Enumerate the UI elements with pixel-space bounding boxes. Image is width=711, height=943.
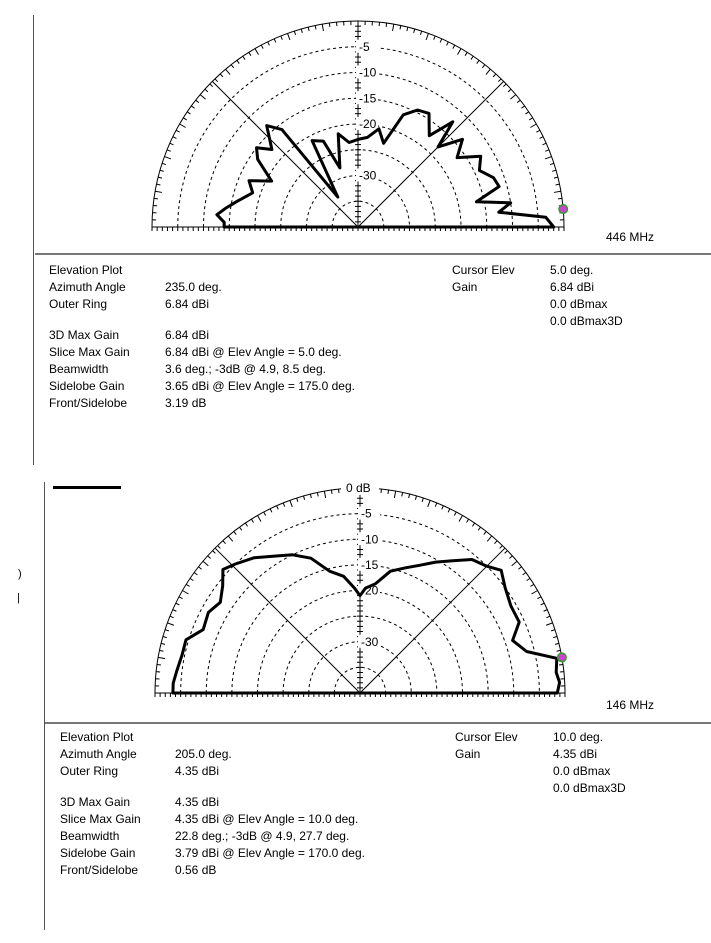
ring-tick — [472, 523, 474, 526]
ring-tick — [176, 130, 180, 132]
ring-tick — [544, 610, 548, 612]
ring-label: -5 — [361, 506, 372, 521]
ring-tick — [176, 603, 180, 605]
ring-tick — [167, 623, 174, 625]
ring-tick — [442, 506, 444, 510]
ring-tick — [551, 630, 555, 631]
ring-tick — [215, 79, 218, 82]
ring-label: -5 — [359, 39, 370, 54]
ring-tick — [393, 24, 394, 31]
front-sidelobe-label: Front/Sidelobe — [60, 863, 139, 877]
ring-tick — [223, 541, 226, 544]
ring-tick — [317, 492, 318, 496]
front-sidelobe-value: 0.56 dB — [175, 863, 217, 877]
beamwidth-label: Beamwidth — [60, 829, 120, 843]
ring-tick — [530, 124, 536, 128]
ring-tick — [527, 578, 530, 580]
ring-tick — [554, 177, 558, 178]
ring-tick — [160, 170, 164, 171]
ring-tick — [555, 643, 559, 644]
ring-tick — [552, 170, 556, 171]
ring-tick — [251, 519, 253, 522]
elevation-plot-title: Elevation Plot — [49, 263, 123, 277]
ring-tick — [402, 492, 403, 496]
elevation-panel-146 — [0, 470, 711, 943]
ring-tick — [388, 490, 389, 494]
beamwidth-label: Beamwidth — [49, 362, 109, 376]
ring-tick — [447, 42, 449, 46]
ring-tick — [159, 650, 163, 651]
azimuth-angle-label: Azimuth Angle — [60, 747, 137, 761]
azimuth-angle-label: Azimuth Angle — [49, 280, 126, 294]
ring-tick — [331, 490, 332, 494]
ring-tick — [290, 500, 292, 507]
grid-spoke — [212, 81, 358, 227]
stray-bar: | — [17, 592, 20, 604]
ring-tick — [162, 163, 166, 164]
ring-tick — [537, 597, 541, 599]
gain-value: 4.35 dBi — [553, 747, 598, 761]
ring-tick — [498, 79, 501, 82]
ring-tick — [453, 45, 455, 49]
ring-tick — [157, 184, 161, 185]
sidelobe-gain-label: Sidelobe Gain — [49, 379, 125, 393]
ring-tick — [208, 556, 211, 559]
ring-tick — [255, 49, 259, 55]
dbmax-value: 0.0 dBmax — [550, 297, 608, 311]
ring-tick — [301, 29, 302, 33]
ring-tick — [220, 74, 223, 77]
ring-tick — [428, 500, 430, 507]
cursor-elev-value: 5.0 deg. — [550, 263, 594, 277]
ring-tick — [400, 26, 401, 30]
sidelobe-gain-value: 3.79 dBi @ Elev Angle = 170.0 deg. — [175, 846, 365, 860]
cursor-dot — [558, 654, 565, 661]
ring-tick — [173, 137, 177, 139]
ring-tick — [554, 191, 561, 192]
ring-tick — [557, 650, 561, 651]
ring-tick — [245, 523, 247, 526]
ring-tick — [394, 491, 395, 498]
ring-tick — [182, 591, 188, 595]
ring-tick — [179, 597, 183, 599]
ring-tick — [315, 26, 316, 30]
ring-tick — [163, 636, 167, 637]
ring-tick — [164, 157, 171, 159]
ring-tick — [518, 567, 521, 569]
ring-tick — [158, 177, 162, 178]
ring-tick — [194, 573, 197, 575]
ring-tick — [510, 95, 515, 99]
ring-tick — [190, 578, 193, 580]
ring-tick — [270, 509, 272, 513]
gain-label: Gain — [455, 747, 481, 761]
ring-tick — [556, 184, 560, 185]
ring-tick — [500, 546, 503, 549]
ring-tick — [170, 143, 174, 145]
ring-tick — [155, 191, 162, 192]
max-gain-3d-value: 6.84 dBi — [165, 328, 210, 342]
ring-tick — [448, 509, 450, 513]
sidelobe-gain-value: 3.65 dBi @ Elev Angle = 175.0 deg. — [165, 379, 355, 393]
pattern-trace — [173, 555, 560, 693]
ring-tick — [487, 536, 491, 541]
grid-spoke — [360, 548, 505, 693]
polar-plot-146[interactable] — [0, 470, 711, 710]
ring-tick — [158, 657, 165, 658]
ring-tick — [493, 74, 496, 77]
cursor-dot — [560, 206, 567, 213]
plot-divider — [35, 253, 711, 255]
ring-tick — [154, 198, 158, 199]
outer-ring-value: 6.84 dBi — [165, 297, 210, 311]
cursor-elev-value: 10.0 deg. — [553, 730, 604, 744]
ring-tick — [288, 33, 290, 40]
ring-tick — [258, 515, 262, 521]
ring-tick — [422, 498, 423, 502]
beamwidth-value: 3.6 deg.; -3dB @ 4.9, 8.5 deg. — [165, 362, 326, 376]
ring-tick — [161, 643, 165, 644]
ring-label: -10 — [361, 532, 379, 547]
ring-label: -20 — [359, 117, 377, 131]
elevation-plot-title: Elevation Plot — [60, 730, 134, 744]
ring-tick — [420, 31, 421, 35]
ring-tick — [503, 84, 506, 87]
ring-tick — [529, 118, 532, 120]
beamwidth-value: 22.8 deg.; -3dB @ 4.9, 27.7 deg. — [175, 829, 350, 843]
ring-tick — [237, 60, 239, 63]
ring-tick — [525, 112, 528, 114]
ring-tick — [435, 503, 436, 507]
ring-tick — [324, 491, 325, 498]
ring-tick — [310, 494, 311, 498]
ring-tick — [434, 36, 435, 40]
ring-tick — [467, 519, 469, 522]
grid-spoke — [215, 548, 360, 693]
ring-tick — [458, 49, 462, 55]
ring-tick — [482, 65, 484, 68]
ring-tick — [281, 36, 282, 40]
ring-tick — [200, 95, 205, 99]
ring-tick — [545, 157, 552, 159]
ring-tick — [249, 52, 251, 55]
ring-tick — [187, 112, 190, 114]
ring-tick — [297, 498, 298, 502]
ring-tick — [180, 124, 186, 128]
ring-tick — [294, 31, 295, 35]
azimuth-angle-value: 205.0 deg. — [175, 747, 232, 761]
ring-tick — [407, 27, 408, 31]
ring-label: -30 — [361, 634, 379, 649]
ring-tick — [440, 39, 442, 43]
ring-tick — [509, 556, 512, 559]
ring-tick — [546, 623, 553, 625]
slice-max-gain-value: 4.35 dBi @ Elev Angle = 10.0 deg. — [175, 812, 359, 826]
ring-label: -20 — [361, 583, 379, 598]
sidelobe-gain-label: Sidelobe Gain — [60, 846, 136, 860]
top-ring-label: 0 dB — [346, 481, 371, 495]
ring-tick — [543, 143, 547, 145]
outer-ring-label: Outer Ring — [49, 297, 108, 311]
ring-tick — [471, 56, 473, 59]
ring-tick — [268, 42, 270, 46]
elevation-panel-446 — [0, 0, 711, 470]
ring-tick — [173, 610, 177, 612]
ring-tick — [415, 496, 416, 500]
front-sidelobe-label: Front/Sidelobe — [49, 396, 128, 410]
ring-tick — [414, 29, 415, 33]
ring-tick — [465, 52, 467, 55]
ring-tick — [508, 89, 511, 92]
ring-tick — [517, 100, 520, 102]
ring-tick — [478, 527, 480, 530]
ring-tick — [540, 137, 544, 139]
ring-tick — [157, 664, 161, 665]
slice-max-gain-label: Slice Max Gain — [60, 812, 141, 826]
ring-tick — [191, 106, 194, 108]
ring-tick — [264, 512, 266, 516]
ring-tick — [545, 150, 549, 151]
ring-label: -15 — [361, 557, 379, 572]
ring-tick — [277, 506, 279, 510]
ring-tick — [170, 616, 174, 617]
ring-tick — [261, 45, 263, 49]
ring-tick — [322, 24, 323, 31]
ring-tick — [531, 591, 537, 595]
ring-tick — [308, 27, 309, 31]
outer-ring-label: Outer Ring — [60, 764, 119, 778]
slice-max-gain-value: 6.84 dBi @ Elev Angle = 5.0 deg. — [165, 345, 342, 359]
ring-tick — [558, 198, 562, 199]
ring-tick — [494, 541, 497, 544]
ring-tick — [486, 69, 490, 74]
ring-tick — [243, 56, 245, 59]
gain-value: 6.84 dBi — [550, 280, 595, 294]
ring-tick — [550, 163, 554, 164]
azimuth-angle-value: 235.0 deg. — [165, 280, 222, 294]
ring-tick — [210, 84, 213, 87]
ring-label: -10 — [359, 65, 377, 80]
ring-tick — [484, 531, 486, 534]
ring-label: -30 — [359, 168, 377, 183]
ring-tick — [329, 23, 330, 27]
ring-tick — [213, 551, 216, 554]
ring-tick — [541, 603, 545, 605]
stray-paren: ) — [18, 568, 22, 580]
ring-tick — [559, 664, 563, 665]
ring-tick — [218, 546, 221, 549]
ring-tick — [196, 100, 199, 102]
ring-tick — [536, 130, 540, 132]
ring-tick — [226, 69, 230, 74]
ring-tick — [183, 118, 186, 120]
cursor-elev-label: Cursor Elev — [455, 730, 518, 744]
frequency-label: 446 MHz — [606, 230, 655, 244]
ring-tick — [303, 496, 304, 500]
ring-tick — [505, 551, 508, 554]
ring-label: -15 — [359, 91, 377, 106]
gain-label: Gain — [452, 280, 478, 294]
ring-tick — [165, 630, 169, 631]
ring-tick — [546, 616, 550, 617]
max-gain-3d-value: 4.35 dBi — [175, 795, 220, 809]
ring-tick — [228, 536, 232, 541]
ring-tick — [454, 512, 456, 516]
info-left — [60, 729, 365, 879]
info-left — [49, 262, 355, 412]
ring-tick — [198, 567, 201, 569]
ring-tick — [409, 494, 410, 498]
ring-tick — [240, 527, 242, 530]
ring-tick — [530, 584, 533, 586]
outer-ring-value: 4.35 dBi — [175, 764, 220, 778]
cursor-elev-label: Cursor Elev — [452, 263, 515, 277]
dbmax-value: 0.0 dBmax — [553, 764, 611, 778]
frequency-label: 146 MHz — [606, 698, 655, 712]
ring-tick — [234, 531, 236, 534]
ring-tick — [477, 60, 479, 63]
ring-tick — [186, 584, 189, 586]
ring-tick — [231, 65, 233, 68]
ring-tick — [167, 150, 171, 151]
ring-tick — [205, 89, 208, 92]
max-gain-3d-label: 3D Max Gain — [49, 328, 120, 342]
ring-tick — [521, 106, 524, 108]
ring-tick — [426, 33, 428, 40]
pattern-trace — [217, 110, 554, 227]
polar-plot-446[interactable] — [0, 0, 711, 260]
front-sidelobe-value: 3.19 dB — [165, 396, 207, 410]
info-right — [452, 262, 623, 330]
slice-max-gain-label: Slice Max Gain — [49, 345, 130, 359]
dbmax3d-value: 0.0 dBmax3D — [550, 314, 623, 328]
max-gain-3d-label: 3D Max Gain — [60, 795, 131, 809]
ring-tick — [523, 573, 526, 575]
ring-tick — [553, 636, 557, 637]
ring-tick — [386, 23, 387, 27]
ring-tick — [283, 503, 284, 507]
plot-divider — [45, 722, 711, 724]
grid-spoke — [358, 81, 504, 227]
ring-tick — [274, 39, 276, 43]
dbmax3d-value: 0.0 dBmax3D — [553, 781, 626, 795]
ring-tick — [203, 561, 208, 565]
ring-tick — [512, 561, 517, 565]
info-right — [455, 729, 626, 797]
ring-tick — [459, 515, 463, 521]
